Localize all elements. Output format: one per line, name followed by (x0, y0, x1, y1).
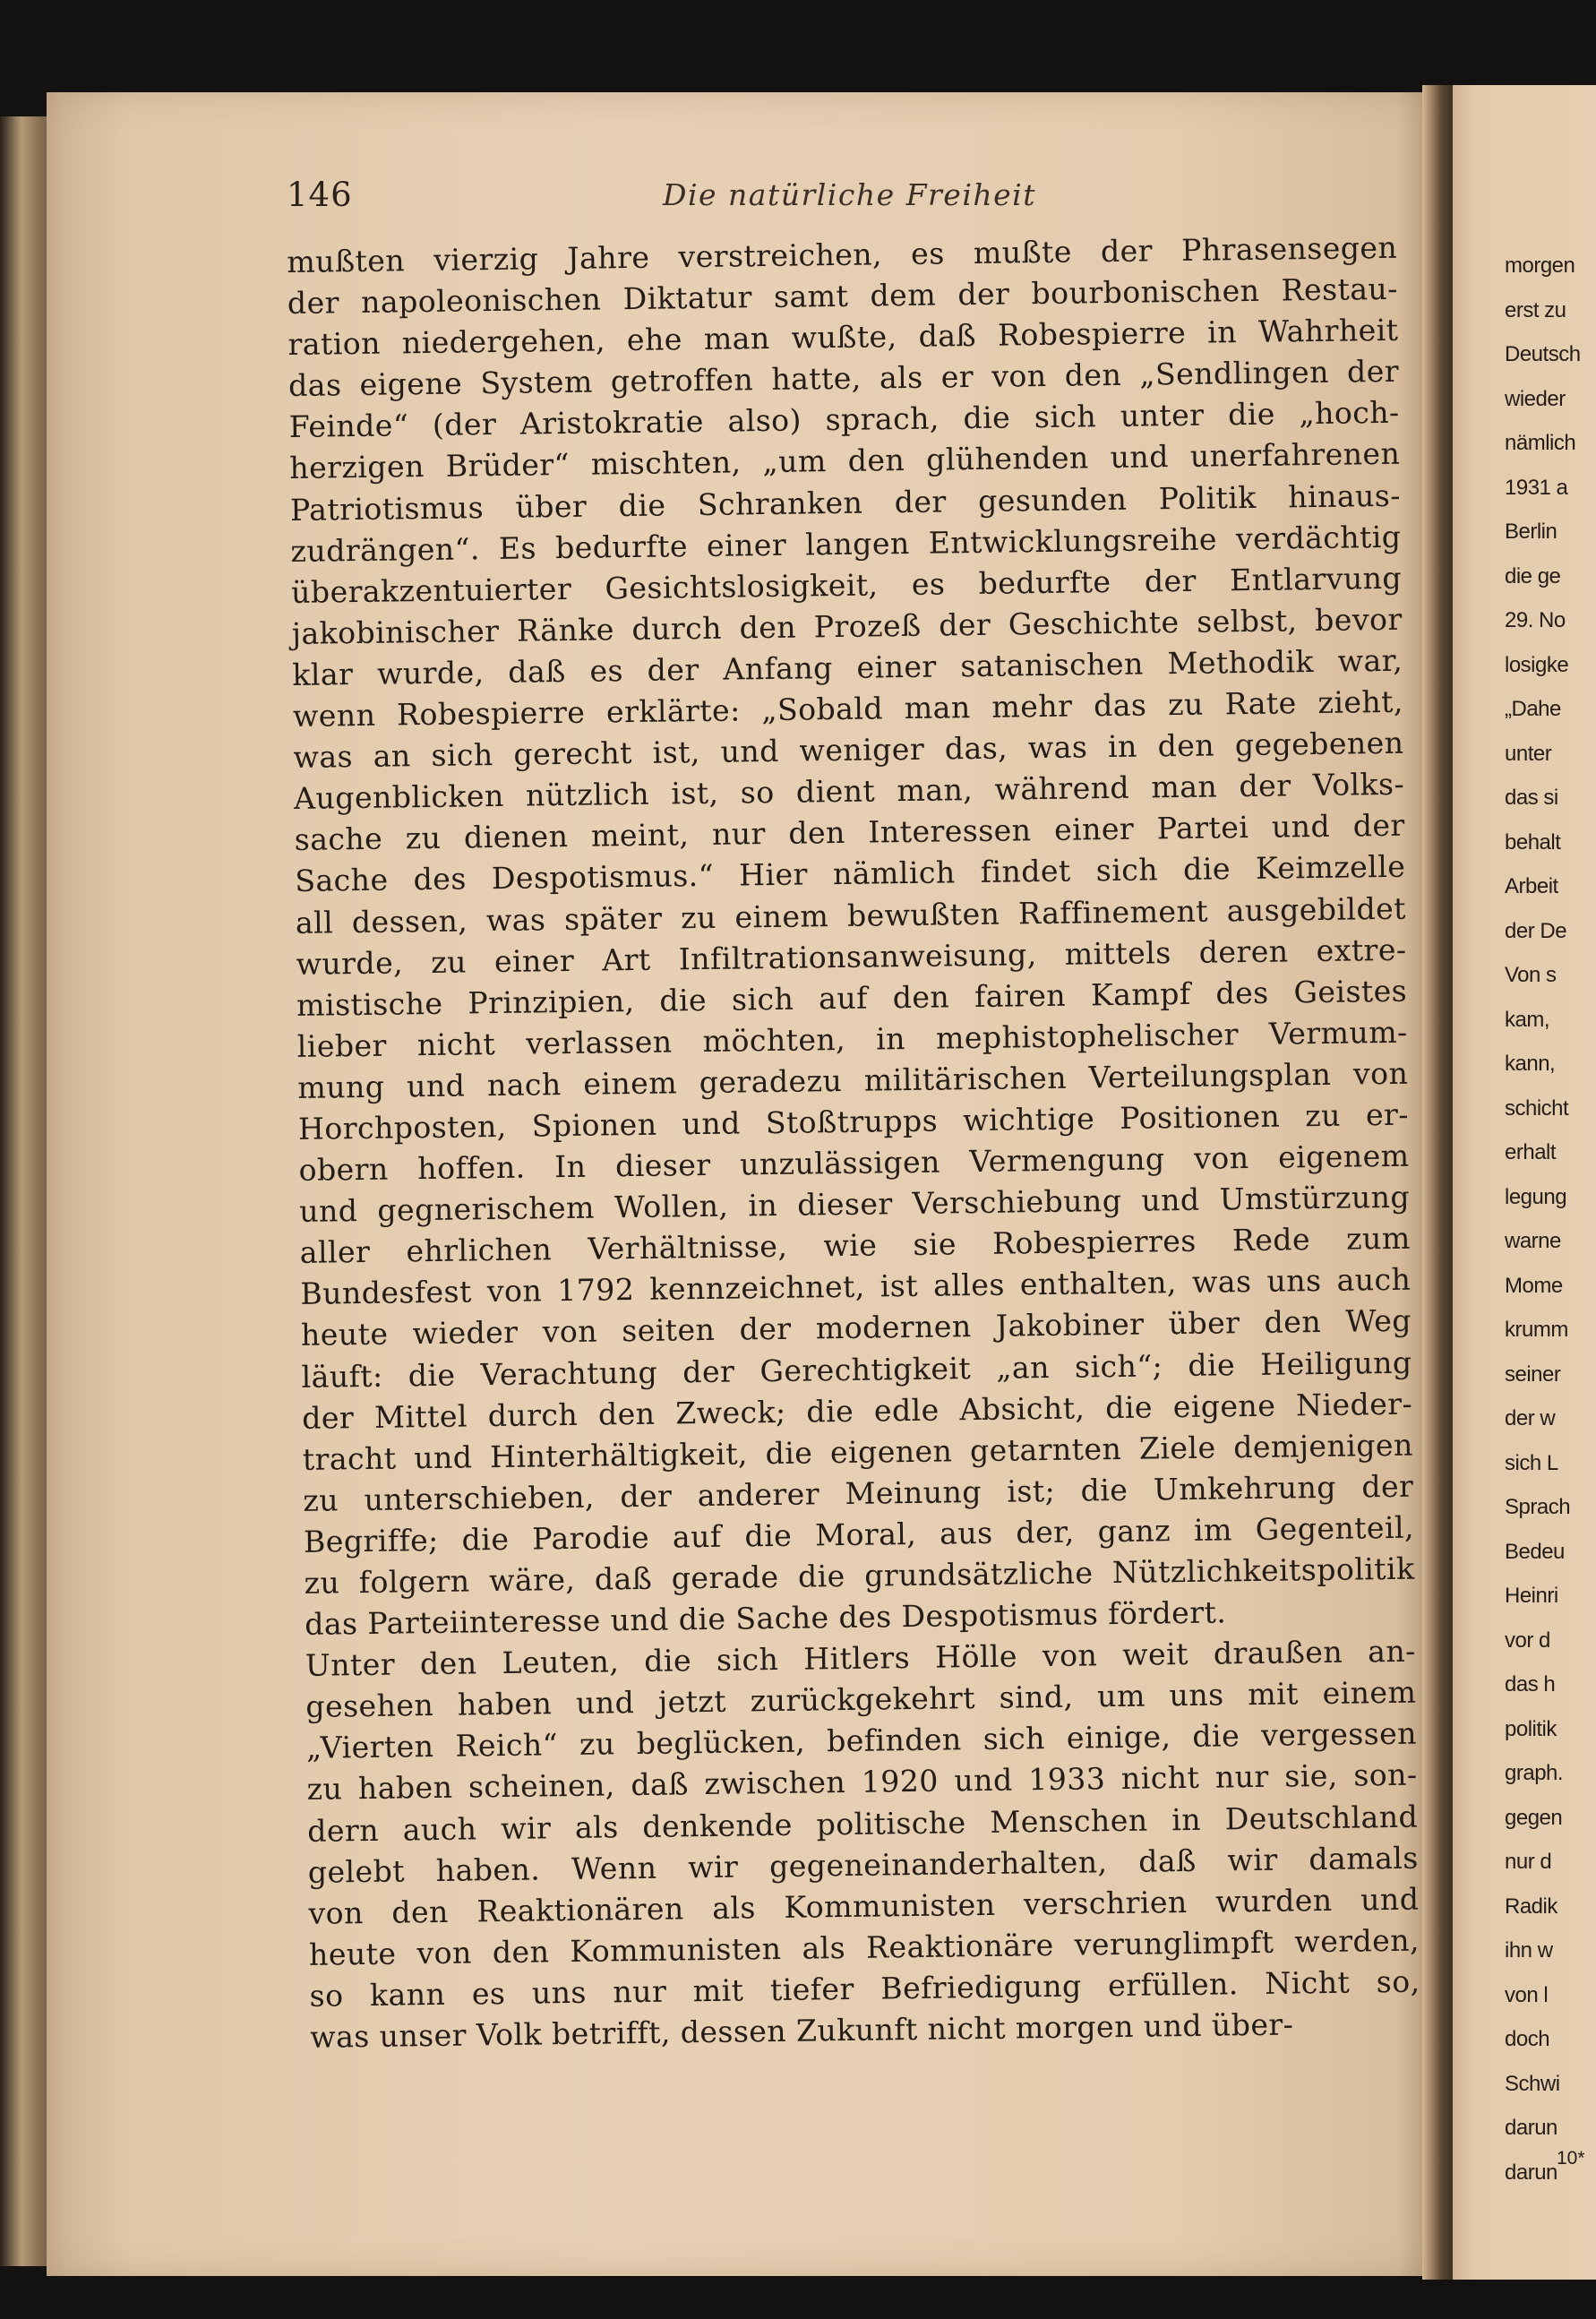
text-line: Bundesfest von 1792 kennzeichnet, ist alles enthalten, was uns auch (300, 1262, 1412, 1312)
text-line: zu haben scheinen, daß zwischen 1920 und 1933 nicht nur sie, son- (306, 1757, 1418, 1808)
body-text (287, 228, 1420, 2058)
text-line: was an sich gerecht ist, und weniger das, was in den gegebenen (293, 725, 1404, 776)
text-line: mung und nach einem geradezu militärischen Verteilungsplan von (297, 1055, 1409, 1105)
right-page-fragment: Arbeit (1505, 874, 1558, 898)
text-line: sache zu dienen meint, nur den Interessen einer Partei und der (294, 808, 1405, 858)
right-page-fragment: Bedeu (1505, 1539, 1565, 1564)
text-line: Begriffe; die Parodie auf die Moral, aus der, ganz im Gegenteil, (303, 1509, 1415, 1559)
text-line: tracht und Hinterhältigkeit, die eigenen getarnten Ziele demjenigen (302, 1427, 1413, 1477)
right-page-fragment: Sprach (1505, 1495, 1571, 1519)
right-page-fragment: seiner (1505, 1361, 1561, 1387)
right-page-fragment: der w (1505, 1406, 1556, 1430)
text-line: läuft: die Verachtung der Gerechtigkeit „an sich“; die Heiligung (301, 1344, 1412, 1395)
running-title: Die natürliche Freiheit (663, 177, 1036, 212)
right-page-fragment: darun (1505, 2116, 1557, 2140)
right-page-fragment: unter (1505, 741, 1552, 766)
text-line: was unser Volk betrifft, dessen Zukunft nicht morgen und über- (309, 2006, 1294, 2055)
right-page-fragment: Radik (1505, 1894, 1557, 1919)
right-page-fragment: politik (1505, 1716, 1557, 1741)
right-page-fragment: kann, (1505, 1052, 1556, 1076)
right-page-fragment: warne (1505, 1229, 1561, 1253)
right-page-fragment: kam, (1505, 1007, 1550, 1032)
right-page-fragment: erhalt (1505, 1140, 1557, 1164)
text-line: der napoleonischen Diktatur samt dem der bourbonischen Restau- (287, 271, 1399, 322)
text-line: so kann es uns nur mit tiefer Befriedigung erfüllen. Nicht so, (309, 1963, 1420, 2014)
right-page-fragment: Deutsch (1505, 342, 1581, 366)
page-number: 146 (287, 176, 353, 214)
right-page-fragment: das h (1505, 1672, 1556, 1696)
text-line: wurde, zu einer Art Infiltrationsanweisung, mittels deren extre- (296, 932, 1407, 982)
text-line: obern hoffen. In dieser unzulässigen Vermengung von eigenem (298, 1138, 1410, 1188)
text-line: und gegnerischem Wollen, in dieser Verschiebung und Umstürzung (298, 1179, 1411, 1230)
right-page-fragment: gegen (1505, 1805, 1563, 1830)
right-page-fragment: 29. No (1505, 608, 1566, 632)
text-line: mistische Prinzipien, die sich auf den fairen Kampf des Geistes (296, 973, 1408, 1023)
book-gutter (1422, 85, 1454, 2280)
signature-mark: 10* (1557, 2148, 1585, 2169)
right-page-fragment: Von s (1505, 963, 1557, 987)
right-page-fragment: Mome (1505, 1273, 1563, 1298)
right-page-fragment: 1931 a (1505, 475, 1568, 500)
text-line: Horchposten, Spionen und Stoßtrupps wichtige Positionen zu er- (297, 1096, 1410, 1147)
text-line: der Mittel durch den Zweck; die edle Absicht, die eigene Nieder- (301, 1386, 1413, 1436)
right-page-fragment: behalt (1505, 829, 1561, 855)
right-page-fragment: das si (1505, 786, 1558, 810)
right-page-fragment: darun (1505, 2160, 1557, 2185)
right-page-fragment: graph. (1505, 1761, 1564, 1785)
book-edge-left (0, 116, 54, 2266)
right-page-fragment: nur d (1505, 1850, 1552, 1874)
text-line: Augenblicken nützlich ist, so dient man, während man der Volks- (293, 766, 1405, 817)
right-page-fragment: losigke (1505, 652, 1569, 677)
text-line: herzigen Brüder“ mischten, „um den glühenden und unerfahrenen (289, 436, 1401, 486)
text-line: gelebt haben. Wenn wir gegeneinanderhalten, daß wir damals (307, 1840, 1419, 1890)
text-line: zudrängen“. Es bedurfte einer langen Entwicklungsreihe verdächtig (290, 519, 1402, 569)
right-page-fragment: Berlin (1505, 520, 1557, 544)
text-line: dern auch wir als denkende politische Menschen in Deutschland (306, 1799, 1419, 1849)
right-page-fragment: sich L (1505, 1450, 1558, 1475)
right-page-fragment: der De (1505, 918, 1567, 943)
text-line: lieber nicht verlassen möchten, in mephistophelischer Vermum- (296, 1014, 1408, 1064)
page-header (287, 176, 1397, 229)
right-page-fragment: vor d (1505, 1628, 1550, 1653)
right-page-fragment: legung (1505, 1184, 1567, 1209)
text-line: „Vierten Reich“ zu beglücken, befinden sich einige, die vergessen (305, 1716, 1418, 1766)
text-line: mußten vierzig Jahre verstreichen, es mußte der Phrasensegen (287, 229, 1398, 279)
text-line: Feinde“ (der Aristokratie also) sprach, die sich unter die „hoch- (288, 395, 1400, 445)
right-page-fragments (1505, 244, 1581, 2194)
right-page-fragment: Heinri (1505, 1584, 1558, 1608)
text-line: Unter den Leuten, die sich Hitlers Hölle von weit draußen an- (305, 1633, 1416, 1684)
right-page-fragment: doch (1505, 2027, 1550, 2051)
text-line: ration niedergehen, ehe man wußte, daß Robespierre in Wahrheit (287, 312, 1399, 363)
text-line: all dessen, was später zu einem bewußten Raffinement ausgebildet (295, 890, 1407, 940)
text-line: überakzentuierter Gesichtslosigkeit, es bedurfte der Entlarvung (290, 560, 1403, 610)
right-page-fragment: „Dahe (1505, 697, 1561, 721)
right-page-fragment: morgen (1505, 253, 1575, 278)
right-page-fragment: die ge (1505, 563, 1561, 588)
text-line: jakobinischer Ränke durch den Prozeß der Geschichte selbst, bevor (291, 601, 1403, 651)
text-line: Sache des Despotismus.“ Hier nämlich findet sich die Keimzelle (295, 849, 1406, 899)
right-page-fragment: wieder (1505, 386, 1566, 411)
right-page-fragment: krumm (1505, 1318, 1568, 1342)
right-page-fragment: erst zu (1505, 297, 1566, 322)
right-page-fragment: Schwi (1505, 2071, 1560, 2096)
text-line: aller ehrlichen Verhältnisse, wie sie Robespierres Rede zum (299, 1220, 1411, 1271)
text-line: das Parteiinteresse und die Sache des Despotismus fördert. (304, 1594, 1227, 1642)
text-line: zu unterschieben, der anderer Meinung ist; die Umkehrung der (303, 1468, 1414, 1518)
text-line: zu folgern wäre, daß gerade die grundsätzliche Nützlichkeitspolitik (304, 1550, 1415, 1601)
text-line: klar wurde, daß es der Anfang einer satanischen Methodik war, (292, 642, 1403, 692)
right-page-fragment: schicht (1505, 1095, 1569, 1121)
text-line: gesehen haben und jetzt zurückgekehrt sind, um uns mit einem (305, 1674, 1417, 1725)
right-page-fragment: nämlich (1505, 431, 1576, 455)
text-line: das eigene System getroffen hatte, als er von den „Sendlingen der (287, 354, 1400, 404)
text-line: von den Reaktionären als Kommunisten verschrien wurden und (308, 1881, 1420, 1931)
text-line: heute von den Kommunisten als Reaktionäre verunglimpft werden, (308, 1922, 1420, 1972)
text-line: Patriotismus über die Schranken der gesunden Politik hinaus- (289, 477, 1402, 528)
right-page-fragment: ihn w (1505, 1938, 1553, 1963)
text-line: heute wieder von seiten der modernen Jakobiner über den Weg (300, 1303, 1412, 1353)
right-page-fragment: von l (1505, 1982, 1549, 2007)
text-line: wenn Robespierre erklärte: „Sobald man mehr das zu Rate zieht, (292, 683, 1404, 734)
